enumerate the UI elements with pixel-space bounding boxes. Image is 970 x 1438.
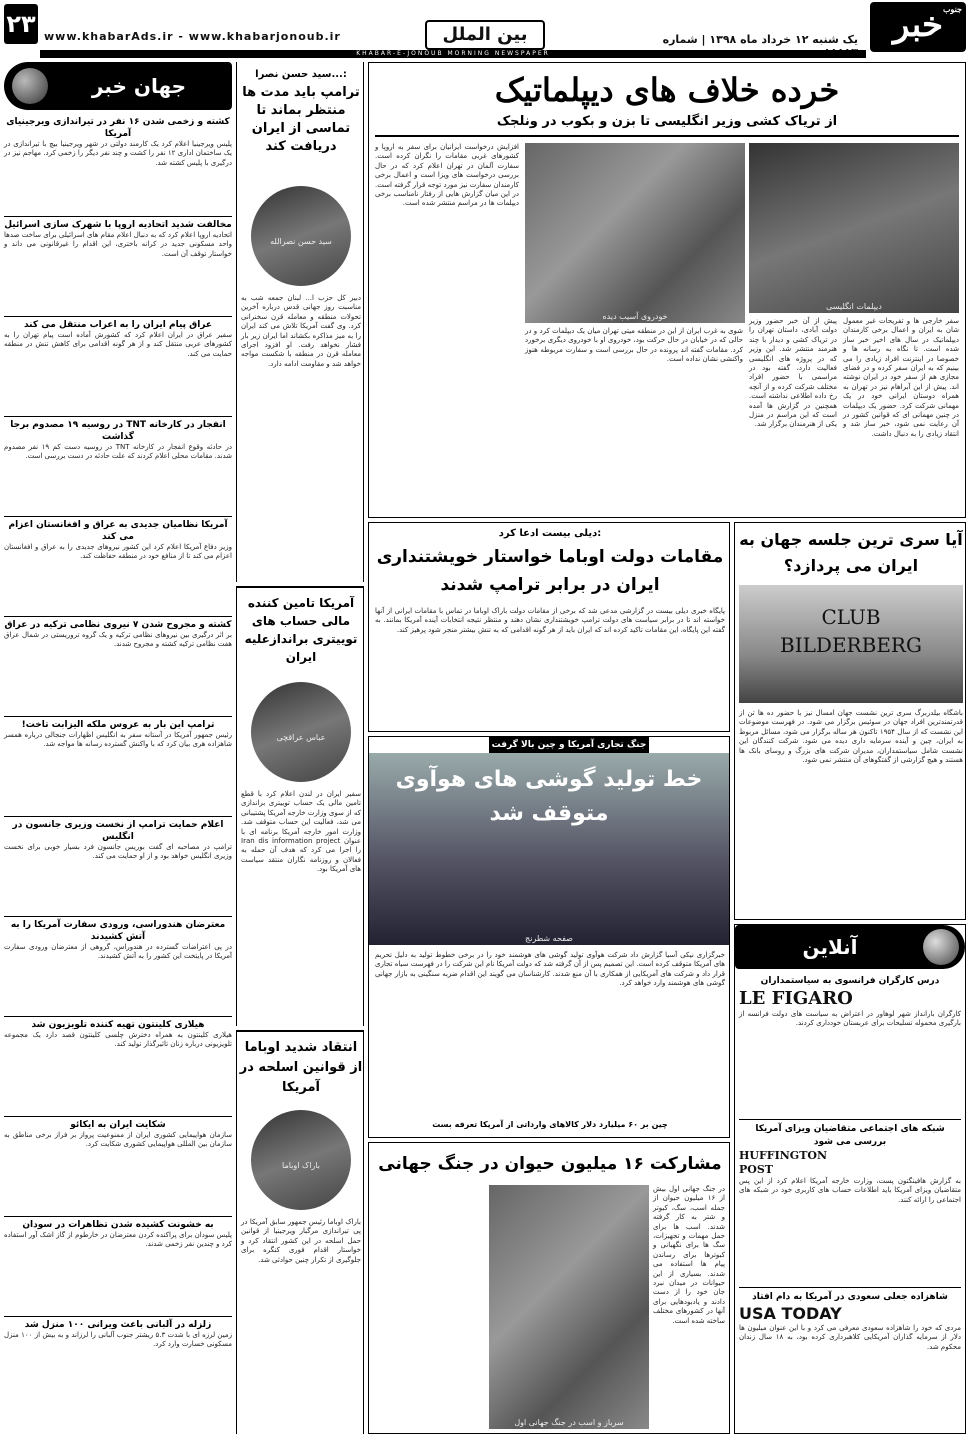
photo-caption: سرباز و اسب در جنگ جهانی اول	[514, 1418, 624, 1427]
list-item	[4, 1216, 232, 1316]
diplomats-title: مقامات دولت اوباما خواستار خویشتنداری ایران در برابر ترامپ شدند	[376, 547, 724, 595]
list-item	[4, 1116, 232, 1216]
nasrallah-title: ترامپ باید مدت ها منتظر بماند تا تماسی از ایران دریافت کند	[242, 85, 360, 154]
dateline: یک شنبه ۱۲ خرداد ماه ۱۳۹۸ | شماره	[662, 33, 858, 46]
list-item	[4, 716, 232, 816]
photo-nasrallah	[251, 186, 351, 286]
site-urls[interactable]: www.khabarAds.ir - www.khabarjonoub.ir	[44, 30, 341, 43]
item-body: زمین لرزه ای با شدت ۵.۳ ریشتر جنوب آلبانی را لرزاند و به بیش از ۱۰۰ منزل مسکونی خسارت وارد کرد.	[4, 1331, 232, 1349]
list-item	[4, 616, 232, 716]
online-item-body: کارگران بارانداز شهر لوهاور در اعتراض به سیاست های دولت فرانسه از بارگیری محموله تسلیحات برای عربستان خودداری کردند.	[739, 1010, 961, 1028]
online-item	[739, 1123, 961, 1283]
online-header	[735, 925, 965, 969]
online-item-body: مردی که خود را شاهزاده سعودی معرفی می کرد و با این عنوان میلیون ها دلار از سرمایه گذاران آمریکایی کلاهبرداری کرده بود، به ۱۸ سال زندان محکوم شد.	[739, 1324, 961, 1351]
list-item	[4, 416, 232, 516]
item-body: سازمان هواپیمایی کشوری ایران از ممنوعیت پرواز بر فراز برخی مناطق به سازمان بین المللی هواپیمایی کشوری شکایت کرد.	[4, 1131, 232, 1149]
online-item-body: به گزارش هافینگتون پست، وزارت خارجه آمریکا اعلام کرد از این پس متقاضیان ویزای آمریکا باید اطلاعات حساب های کاربری خود در شبکه های اجتماعی را ارائه کنند.	[739, 1177, 961, 1204]
main-story-col4: افزایش درخواست ایرانیان برای سفر به اروپا و کشورهای غربی مقامات را نگران کرده است. سفارت آلمان در تهران اعلام کرد که در حال بررسی درخواست های ویزا است و اعمال برخی کارمندان سفارت نیز مورد توجه قرار گرفته است. در این میان گزارش هایی از رفتار نامناسب برخی دیپلمات ها در مراسم منتشر شده است.	[375, 143, 519, 208]
photo-caption: عباس عراقچی	[276, 733, 326, 742]
item-heading: عراق پیام ایران را به اعراب منتقل می کند	[23, 320, 213, 330]
main-story-col2: پیش از آن خبر حضور وزیر دولت آبادی، داستان تهران را در تریاک کشی و دیدار با چند هنرمند منتشر شد. این وزیر که در پروژه های انگلیسی فعالیت دارد، گفته بود در مراسمی با حضور افراد مختلف شرکت کرده و از آنچه رخ داده اطلاعی نداشته است. همچنین در گزارش ها آمده است که این مراسم در منزل یکی از هنرمندان برگزار شد.	[749, 317, 837, 429]
item-body: هیلاری کلینتون به همراه دخترش چلسی کلینتون قصد دارد یک مجموعه تلویزیونی درباره زنان تاثیرگذار تولید کند.	[4, 1031, 232, 1049]
divider	[739, 1119, 961, 1120]
obama-title: انتقاد شدید اوباما از قوانین اسلحه در آمریکا	[239, 1040, 363, 1095]
item-heading: به خشونت کشیده شدن تظاهرات در سودان	[22, 1220, 214, 1230]
twitter-story	[236, 586, 364, 1026]
ww1-body: در جنگ جهانی اول بیش از ۱۶ میلیون حیوان از جمله اسب، سگ، کبوتر و شتر به کار گرفته شدند. اسب ها برای حمل مهمات و تجهیزات، سگ ها برای نگهبانی و کبوترها برای رساندن پیام ها استفاده می شدند. بسیاری از این حیوانات در میدان نبرد جان خود را از دست دادند و یادبودهایی برای آنها در کشورهای مختلف ساخته شده است.	[653, 1185, 725, 1325]
nasrallah-body: دبیر کل حزب ا... لبنان جمعه شب به مناسبت روز جهانی قدس درباره آخرین تحولات منطقه و معامله قرن سخنرانی کرد. وی گفت آمریکا تلاش می کند ایران را به میز مذاکره بکشاند اما ایران زیر بار فشار نخواهد رفت. او افزود اجرای معامله قرن در منطقه با شکست مواجه خواهد شد و مقاومت ادامه دارد.	[241, 294, 361, 368]
photo-caption: سید حسن نصرالله	[270, 237, 332, 246]
photo-ww1	[489, 1185, 649, 1429]
twitter-title: آمریکا تامین کننده مالی حساب های توییتری براندازعلیه ایران	[244, 596, 358, 664]
section-title: بین الملل	[425, 20, 545, 50]
item-heading: ترامپ این بار به عروس ملکه الیزابت تاخت!	[21, 720, 215, 730]
huffpost-logo: HUFFINGTON POST	[739, 1149, 828, 1176]
main-story-subtitle: از تریاک کشی وزیر انگلیسی تا بزن و بکوب در ونلجک	[496, 114, 838, 129]
newspaper-logo	[870, 2, 966, 52]
item-body: پلیس ویرجینیا اعلام کرد یک کارمند دولتی در شهر ویرجینیا بیچ با تیراندازی در یک ساختمان اداری ۱۲ نفر را کشت و چند نفر دیگر را زخمی کرد. مهاجم نیز در درگیری با پلیس کشته شد.	[4, 140, 232, 167]
online-item-heading: درس کارگران فرانسوی به سیاستمداران	[760, 976, 940, 986]
item-heading: آمریکا نظامیان جدیدی به عراق و افغانستان اعزام می کند	[8, 520, 228, 542]
online-item-heading: شاهزاده جعلی سعودی در آمریکا به دام افتاد	[752, 1292, 948, 1302]
twitter-body: سفیر ایران در لندن اعلام کرد با قطع تامین مالی یک حساب توییتری براندازی که از سوی وزارت خارجه آمریکا پشتیبانی می شد، فعالیت این حساب متوقف شد. وزارت امور خارجه آمریکا برنامه ای با عنوان Iran dis information project را اجرا می کرد که هدف آن حمله به فعالان و روزنامه نگاران منتقد سیاست های آمریکا بود.	[241, 790, 362, 874]
item-heading: کشته و مجروح شدن ۷ نیروی نظامی ترکیه در عراق	[4, 620, 232, 630]
obama-body: باراک اوباما رئیس جمهور سابق آمریکا در پی تیراندازی مرگبار ویرجینیا از قوانین حمل اسلحه در این کشور انتقاد کرد و خواستار اقدام فوری کنگره برای جلوگیری از تکرار چنین حوادثی شد.	[241, 1218, 361, 1264]
list-item	[4, 1316, 232, 1416]
bilderberg-story	[734, 522, 966, 920]
item-body: پلیس سودان برای پراکنده کردن معترضان در خارطوم از گاز اشک آور استفاده کرد و چندین نفر زخمی شدند.	[4, 1231, 232, 1249]
le-figaro-logo: LE FIGARO	[739, 988, 853, 1009]
item-body: وزیر دفاع آمریکا اعلام کرد این کشور نیروهای جدیدی را به عراق و افغانستان اعزام می کند تا از منافع خود در منطقه حفاظت کند.	[4, 543, 232, 561]
item-heading: هیلاری کلینتون تهیه کننده تلویزیون شد	[31, 1020, 205, 1030]
list-item	[4, 816, 232, 916]
online-section	[734, 924, 966, 1434]
item-heading: انفجار در کارخانه TNT در روسیه ۱۹ مصدوم برجا گذاشت	[10, 420, 226, 442]
item-heading: اعلام حمایت ترامپ از نخست وزیری جانسون در انگلیس	[12, 820, 224, 842]
online-item-heading: شبکه های اجتماعی متقاضیان ویزای آمریکا بررسی می شود	[755, 1124, 945, 1147]
item-body: بر اثر درگیری بین نیروهای نظامی ترکیه و یک گروه تروریستی در شمال عراق هفت نظامی ترکیه کشته و مجروح شدند.	[4, 631, 232, 649]
huawei-story	[368, 736, 730, 1138]
ww1-title: مشارکت ۱۶ میلیون حیوان در جنگ جهانی	[378, 1154, 722, 1174]
item-heading: معترضان هندوراسی، ورودی سفارت آمریکا را به آتش کشیدند	[10, 920, 226, 942]
main-story-col1: سفر خارجی ها و تفریحات غیر معمول شان به ایران و اعمال برخی کارمندان دیپلماتیک در سال های اخیر خبر ساز شده است. تا نگاه به رسانه ها و خصوصا در اینترنت افراد زیادی را می بینیم که به ایران سفر کرده و در فضای مجازی هم از سفر خود در ایران نوشته اند. پیش از این آبراهام نیز در تهران به همراه دوستان ایرانی خود در یک مهمانی شرکت کرد. حضور یک دیپلمات در چنین مهمانی ای که قوانین کشور در آن رعایت نمی شود، خبر ساز شد و انتقاد زیادی را به دنبال داشت.	[843, 317, 959, 438]
photo-caption: صفحه شطرنج	[525, 934, 573, 943]
masthead-band: KHABAR-E-JONOUB MORNING NEWSPAPER	[40, 50, 866, 58]
item-body: رئیس جمهور آمریکا در آستانه سفر به انگلیس اظهارات جنجالی درباره همسر شاهزاده هری بیان کرد که با واکنش گسترده رسانه ها مواجه شد.	[4, 731, 232, 749]
huawei-subhead: چین بر ۶۰ میلیارد دلار کالاهای وارداتی از آمریکا تعرفه بست	[432, 1120, 668, 1129]
world-news-header	[4, 62, 232, 110]
item-heading: کشته و زخمی شدن ۱۶ نفر در تیراندازی ویرجینیای آمریکا	[6, 117, 230, 139]
usa-today-logo: USA TODAY	[739, 1304, 842, 1323]
online-globe-icon	[923, 929, 959, 965]
divider	[375, 135, 959, 137]
photo-caption: باراک اوباما	[282, 1161, 320, 1170]
chess-image	[369, 753, 729, 945]
photo-caption: دیپلمات انگلیسی	[826, 302, 882, 311]
logo-text: خبر	[892, 5, 944, 45]
ww1-story	[368, 1142, 730, 1434]
nasrallah-kicker: سید حسن نصرا...:	[255, 69, 347, 80]
diplomats-kicker: دیلی بیست ادعا کرد:	[498, 528, 602, 539]
online-title: آنلاین	[802, 935, 858, 959]
divider	[739, 1287, 961, 1288]
world-news-list	[4, 116, 232, 1432]
item-heading: زلزله در آلبانی باعث ویرانی ۱۰۰ منزل شد	[24, 1320, 212, 1330]
page-header	[0, 0, 970, 58]
huawei-kicker: جنگ تجاری آمریکا و چین بالا گرفت	[489, 737, 649, 753]
bilderberg-image-text: CLUB BILDERBERG	[780, 605, 922, 657]
item-heading: مخالفت شدید اتحادیه اروپا با شهرک سازی اسرائیل	[4, 220, 232, 230]
list-item	[4, 916, 232, 1016]
item-body: اتحادیه اروپا اعلام کرد که به دنبال اعلام مقام های اسرائیلی برای ساخت صدها واحد مسکونی جدید در کرانه باختری، این اقدام را غیرقانونی می داند و خواستار توقف آن است.	[4, 231, 232, 258]
online-item	[739, 1291, 961, 1431]
bilderberg-title: آیا سری ترین جلسه جهان به ایران می پردازد؟	[739, 530, 963, 575]
nasrallah-story	[236, 62, 364, 582]
list-item	[4, 1016, 232, 1116]
list-item	[4, 316, 232, 416]
obama-story	[236, 1030, 364, 1434]
online-item	[739, 975, 961, 1115]
item-body: ترامپ در مصاحبه ای گفت بوریس جانسون فرد بسیار خوبی برای نخست وزیری انگلیس خواهد بود و از او حمایت می کند.	[4, 843, 232, 861]
photo-diplomat	[749, 143, 959, 313]
bilderberg-image	[739, 585, 963, 703]
list-item	[4, 216, 232, 316]
photo-car	[525, 143, 745, 323]
item-body: در پی اعتراضات گسترده در هندوراس، گروهی از معترضان ورودی سفارت آمریکا در پایتخت این کشور را به آتش کشیدند.	[4, 943, 232, 961]
list-item	[4, 516, 232, 616]
photo-araghchi	[251, 682, 351, 782]
main-story-col3: شوی به غرب ایران از این در منطقه میتی تهران میان یک دیپلمات کرد و در حالی که در خیابان در حال حرکت بود، خودروی او با خودروی دیگری برخورد کرد. مقامات گفته اند پرونده در حال بررسی است و سفارت مربوطه هنوز واکنشی نشان نداده است.	[525, 327, 743, 364]
photo-obama	[251, 1110, 351, 1210]
diplomats-body: پایگاه خبری دیلی بیست در گزارشی مدعی شد که برخی از مقامات دولت باراک اوباما در تماس با مقامات ایرانی از آنها خواسته اند تا در برابر سیاست های دولت ترامپ خویشتنداری نشان دهند و منتظر نتیجه انتخابات آینده آمریکا بمانند. به گفته این پایگاه، این مقامات تاکید کرده اند که ایران باید از هر گونه اقدامی که به تنش بیشتر منجر شود پرهیز کند.	[375, 607, 725, 634]
diplomats-story	[368, 522, 730, 732]
item-body: در حادثه وقوع انفجار در کارخانه TNT در روسیه دست کم ۱۹ نفر مصدوم شدند. مقامات محلی اعلام کردند که علت حادثه در دست بررسی است.	[4, 443, 232, 461]
world-news-title: جهان خبر	[91, 74, 187, 98]
logo-sub: جنوب	[942, 4, 962, 14]
item-heading: شکایت ایران به ایکائو	[70, 1120, 166, 1130]
huawei-title: خط تولید گوشی های هوآوی متوقف شد	[395, 767, 703, 826]
photo-caption: خودروی آسیب دیده	[602, 312, 668, 321]
main-story	[368, 62, 966, 518]
page-number: ۲۳	[4, 4, 38, 44]
item-body: سفیر عراق در ایران اعلام کرد که کشورش آماده است پیام تهران را به کشورهای عربی منتقل کند و از هر گونه اقدامی برای کاهش تنش در منطقه حمایت می کند.	[4, 331, 232, 358]
bilderberg-body: باشگاه بیلدربرگ سری ترین نشست جهان امسال نیز با حضور ده ها تن از قدرتمندترین افراد جهان در سوئیس برگزار می شود. در فهرست موضوعات این نشست که از سال ۱۹۵۴ تاکنون هر ساله برگزار می شود، مسائل مربوط به ایران، چین و آینده سرمایه داری دیده می شود. شرکت کنندگان این نشست شامل سیاستمداران، مدیران شرکت های بزرگ و روسای بانک ها هستند و هیچ گزارشی از گفتگوهای آن منتشر نمی شود.	[739, 709, 963, 765]
world-news	[4, 62, 232, 1434]
huawei-body: خبرگزاری نیکی آسیا گزارش داد شرکت هوآوی تولید گوشی های هوشمند خود را در برخی خطوط تولید به دلیل تحریم های آمریکا متوقف کرده است. این تصمیم پس از آن گرفته شد که دولت آمریکا نام این شرکت را در فهرست سیاه تجاری قرار داد و شرکت های آمریکایی از همکاری با آن منع شدند. کارشناسان می گویند این اقدام ضربه سنگینی به بازار جهانی گوشی های هوشمند وارد خواهد کرد.	[375, 951, 725, 988]
globe-icon	[12, 68, 48, 104]
list-item	[4, 116, 232, 216]
main-story-title: خرده خلاف های دیپلماتیک	[494, 71, 840, 109]
